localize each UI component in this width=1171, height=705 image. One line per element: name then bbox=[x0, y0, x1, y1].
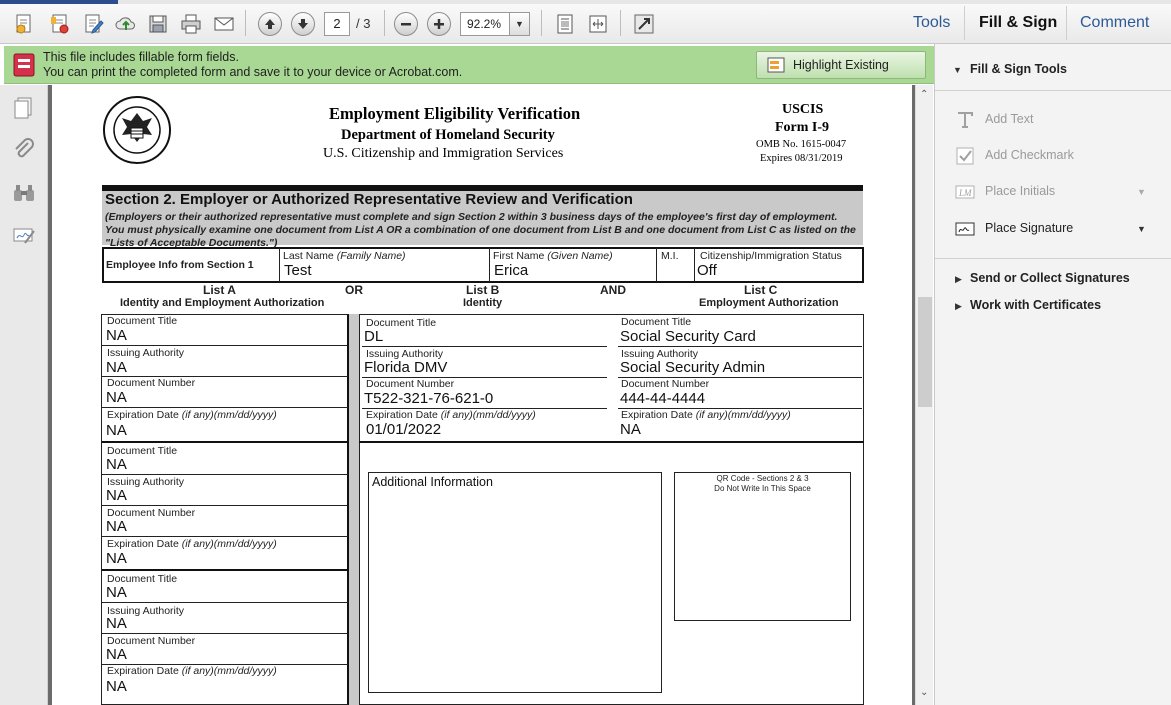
list-b-exp-field[interactable]: 01/01/2022 bbox=[366, 421, 442, 438]
list-c-issuing-label: Issuing Authority bbox=[621, 348, 699, 360]
search-binoculars-icon[interactable] bbox=[11, 180, 37, 206]
main-toolbar bbox=[0, 0, 1171, 44]
attachments-icon[interactable] bbox=[11, 137, 37, 163]
expand-triangle-icon[interactable]: ▶ bbox=[955, 274, 962, 284]
first-name-field[interactable]: Erica bbox=[494, 262, 529, 279]
divider bbox=[102, 441, 349, 443]
panel-separator bbox=[935, 90, 1171, 91]
divider bbox=[362, 346, 607, 347]
fit-width-icon bbox=[587, 13, 609, 35]
department-name: Department of Homeland Security bbox=[341, 127, 555, 143]
previous-page-button[interactable] bbox=[258, 12, 282, 36]
expand-icon bbox=[633, 13, 655, 35]
section-2-header bbox=[102, 185, 863, 249]
chevron-down-icon[interactable]: ▼ bbox=[1137, 224, 1146, 234]
tab-separator bbox=[1066, 6, 1067, 40]
list-a-doc2-number-label: Document Number bbox=[107, 507, 196, 519]
zoom-in-button[interactable] bbox=[427, 12, 451, 36]
print-icon[interactable] bbox=[178, 11, 204, 37]
zoom-dropdown-button[interactable] bbox=[510, 12, 530, 36]
divider bbox=[489, 248, 490, 282]
last-name-label: Last Name (Family Name) bbox=[283, 250, 406, 262]
divider bbox=[102, 407, 348, 408]
divider bbox=[102, 536, 348, 537]
full-screen-button[interactable] bbox=[631, 11, 657, 37]
citizenship-status-label: Citizenship/Immigration Status bbox=[700, 250, 842, 262]
qr-code-label-2: Do Not Write In This Space bbox=[714, 484, 811, 493]
highlight-existing-fields-button[interactable] bbox=[756, 51, 926, 79]
tab-separator bbox=[964, 6, 965, 40]
tab-tools[interactable]: Tools bbox=[913, 14, 951, 31]
notification-line-2: You can print the completed form and save it to your device or Acrobat.com. bbox=[43, 65, 463, 79]
navigation-pane bbox=[0, 85, 48, 705]
scroll-up-icon[interactable]: ⌃ bbox=[920, 89, 929, 100]
list-a-subtitle: Identity and Employment Authorization bbox=[120, 297, 325, 309]
employee-info-label: Employee Info from Section 1 bbox=[106, 259, 254, 271]
list-c-subtitle: Employment Authorization bbox=[699, 297, 839, 309]
panel-separator bbox=[935, 258, 1171, 259]
create-pdf-icon[interactable] bbox=[12, 11, 38, 37]
add-checkmark-tool[interactable]: Add Checkmark bbox=[985, 148, 1074, 162]
list-a-doc1-exp-label: Expiration Date (if any)(mm/dd/yyyy) bbox=[107, 409, 277, 421]
divider bbox=[102, 602, 348, 603]
arrow-down-icon bbox=[297, 18, 309, 30]
list-b-subtitle: Identity bbox=[463, 297, 503, 309]
document-viewport[interactable] bbox=[48, 85, 915, 705]
list-a-doc3-number-field[interactable]: NA bbox=[106, 646, 127, 663]
or-label: OR bbox=[345, 283, 363, 297]
list-b-exp-label: Expiration Date (if any)(mm/dd/yyyy) bbox=[366, 409, 536, 421]
page-thumbnails-icon[interactable] bbox=[11, 95, 37, 121]
toolbar-separator bbox=[245, 10, 246, 36]
document-scrollbar[interactable] bbox=[915, 85, 933, 705]
list-b-issuing-label: Issuing Authority bbox=[366, 348, 444, 360]
agency-name: U.S. Citizenship and Immigration Services bbox=[323, 146, 564, 161]
expiration-notice: Expires 08/31/2019 bbox=[760, 153, 843, 164]
checkmark-icon bbox=[955, 146, 975, 166]
add-text-icon bbox=[955, 110, 975, 130]
list-c-title-label: Document Title bbox=[621, 316, 692, 328]
arrow-up-icon bbox=[264, 18, 276, 30]
scrollbar-thumb[interactable] bbox=[918, 297, 932, 407]
list-a-doc1-number-label: Document Number bbox=[107, 377, 196, 389]
first-name-label: First Name (Given Name) bbox=[493, 250, 613, 262]
chevron-down-icon[interactable]: ▼ bbox=[1137, 187, 1146, 197]
toolbar-separator bbox=[384, 10, 385, 36]
minus-icon bbox=[400, 18, 412, 30]
divider bbox=[279, 248, 280, 282]
chevron-down-icon: ▼ bbox=[515, 19, 524, 29]
fit-page-icon bbox=[554, 13, 576, 35]
form-title: Employment Eligibility Verification bbox=[329, 104, 581, 123]
form-number: Form I-9 bbox=[775, 120, 830, 135]
list-a-doc2-title-label: Document Title bbox=[107, 445, 178, 457]
comment-edit-icon[interactable] bbox=[81, 11, 107, 37]
list-a-doc1-number-field[interactable]: NA bbox=[106, 389, 127, 406]
list-b-title-label: Document Title bbox=[366, 317, 437, 329]
list-b-title: List B bbox=[466, 283, 500, 297]
divider bbox=[102, 474, 348, 475]
middle-initial-label: M.I. bbox=[661, 250, 679, 262]
highlight-fields-icon bbox=[767, 57, 787, 74]
list-c-title-field[interactable]: Social Security Card bbox=[620, 328, 756, 345]
list-separator-strip bbox=[349, 314, 359, 705]
divider bbox=[694, 248, 695, 282]
zoom-out-button[interactable] bbox=[394, 12, 418, 36]
signatures-icon[interactable] bbox=[11, 223, 37, 249]
list-c-issuing-field[interactable]: Social Security Admin bbox=[620, 359, 766, 376]
page-total: / 3 bbox=[356, 16, 371, 31]
section-2-title: Section 2. Employer or Authorized Representative Review and Verification bbox=[105, 191, 633, 208]
svg-text:LM: LM bbox=[959, 188, 972, 198]
form-fields-icon bbox=[13, 53, 35, 77]
list-c-exp-field[interactable]: NA bbox=[620, 421, 641, 438]
list-a-doc1-exp-field[interactable]: NA bbox=[106, 422, 127, 439]
plus-icon bbox=[433, 18, 445, 30]
list-b-number-label: Document Number bbox=[366, 378, 455, 390]
fit-width-button[interactable] bbox=[585, 11, 611, 37]
divider bbox=[618, 346, 862, 347]
list-a-doc2-issuing-field[interactable]: NA bbox=[106, 487, 127, 504]
toolbar-separator bbox=[541, 10, 542, 36]
list-a-doc1-issuing-label: Issuing Authority bbox=[107, 347, 185, 359]
fill-sign-panel bbox=[934, 44, 1171, 705]
list-c-number-field[interactable]: 444-44-4444 bbox=[620, 390, 706, 407]
fit-page-button[interactable] bbox=[552, 11, 578, 37]
list-a-doc2-number-field[interactable]: NA bbox=[106, 518, 127, 535]
fillable-form-notification bbox=[4, 46, 934, 84]
list-a-title: List A bbox=[203, 283, 236, 297]
divider bbox=[102, 345, 348, 346]
list-a-doc2-issuing-label: Issuing Authority bbox=[107, 476, 185, 488]
list-a-doc2-title-field[interactable]: NA bbox=[106, 456, 127, 473]
divider bbox=[102, 505, 348, 506]
last-name-field[interactable]: Test bbox=[284, 262, 312, 279]
window-top-strip bbox=[0, 0, 1171, 4]
list-b-title-field[interactable]: DL bbox=[364, 328, 384, 345]
fill-sign-tools-header[interactable]: Fill & Sign Tools bbox=[970, 62, 1067, 76]
place-initials-tool[interactable]: Place Initials bbox=[985, 184, 1056, 198]
list-a-doc3-title-field[interactable]: NA bbox=[106, 584, 127, 601]
collapse-triangle-icon[interactable]: ▼ bbox=[953, 65, 962, 75]
list-a-doc3-exp-field[interactable]: NA bbox=[106, 678, 127, 695]
divider bbox=[359, 441, 864, 443]
qr-code-label-1: QR Code - Sections 2 & 3 bbox=[716, 474, 809, 483]
citizenship-status-field[interactable]: Off bbox=[697, 262, 717, 279]
additional-information-label: Additional Information bbox=[372, 475, 493, 489]
list-a-doc1-title-label: Document Title bbox=[107, 315, 178, 327]
page-number-input[interactable]: 2 bbox=[324, 12, 350, 36]
next-page-button[interactable] bbox=[291, 12, 315, 36]
omb-number: OMB No. 1615-0047 bbox=[756, 139, 847, 150]
divider bbox=[102, 569, 349, 571]
upload-cloud-icon[interactable] bbox=[113, 11, 139, 37]
send-collect-signatures-header[interactable]: Send or Collect Signatures bbox=[970, 271, 1130, 285]
tab-fill-sign[interactable]: Fill & Sign bbox=[979, 14, 1058, 31]
place-signature-tool[interactable]: Place Signature bbox=[985, 221, 1074, 235]
list-a-doc3-issuing-field[interactable]: NA bbox=[106, 615, 127, 632]
zoom-level-input[interactable]: 92.2% bbox=[460, 12, 510, 36]
toolbar-separator bbox=[620, 10, 621, 36]
scroll-down-icon[interactable]: ⌄ bbox=[920, 687, 929, 698]
list-a-doc2-exp-field[interactable]: NA bbox=[106, 550, 127, 567]
notification-line-1: This file includes fillable form fields. bbox=[43, 50, 239, 64]
pdf-page bbox=[52, 85, 912, 705]
list-a-doc2-exp-label: Expiration Date (if any)(mm/dd/yyyy) bbox=[107, 538, 277, 550]
email-icon[interactable] bbox=[211, 11, 237, 37]
list-a-doc3-exp-label: Expiration Date (if any)(mm/dd/yyyy) bbox=[107, 665, 277, 677]
section-2-instructions: (Employers or their authorized representative must complete and sign Section 2 within 3 business days of the employee's first day of employment. You must physically examine one document from List A OR a combination of one document from List B and one document from List C as listed on the "Lists of Acceptable Documents.") bbox=[105, 211, 856, 249]
list-a-doc1-title-field[interactable]: NA bbox=[106, 327, 127, 344]
list-a-doc3-issuing-label: Issuing Authority bbox=[107, 605, 185, 617]
divider bbox=[102, 633, 348, 634]
list-a-doc1-issuing-field[interactable]: NA bbox=[106, 359, 127, 376]
edit-pdf-icon[interactable] bbox=[47, 11, 73, 37]
list-a-doc3-number-label: Document Number bbox=[107, 635, 196, 647]
divider bbox=[656, 248, 657, 282]
uscis-label: USCIS bbox=[782, 102, 824, 117]
add-text-tool[interactable]: Add Text bbox=[985, 112, 1034, 126]
list-a-doc3-title-label: Document Title bbox=[107, 573, 178, 585]
list-c-title: List C bbox=[744, 283, 778, 297]
dhs-seal-logo bbox=[102, 95, 172, 165]
and-label: AND bbox=[600, 283, 626, 297]
list-c-number-label: Document Number bbox=[621, 378, 710, 390]
qr-code-box bbox=[674, 472, 851, 621]
highlight-button-label: Highlight Existing bbox=[793, 58, 889, 72]
list-b-issuing-field[interactable]: Florida DMV bbox=[364, 359, 448, 376]
initials-icon bbox=[955, 182, 975, 202]
tab-comment[interactable]: Comment bbox=[1080, 14, 1150, 31]
additional-information-box[interactable] bbox=[368, 472, 662, 693]
save-icon[interactable] bbox=[145, 11, 171, 37]
expand-triangle-icon[interactable]: ▶ bbox=[955, 301, 962, 311]
list-c-exp-label: Expiration Date (if any)(mm/dd/yyyy) bbox=[621, 409, 791, 421]
work-with-certificates-header[interactable]: Work with Certificates bbox=[970, 298, 1102, 312]
window-title-accent bbox=[0, 0, 118, 4]
list-b-number-field[interactable]: T522-321-76-621-0 bbox=[364, 390, 494, 407]
signature-icon bbox=[955, 219, 975, 239]
